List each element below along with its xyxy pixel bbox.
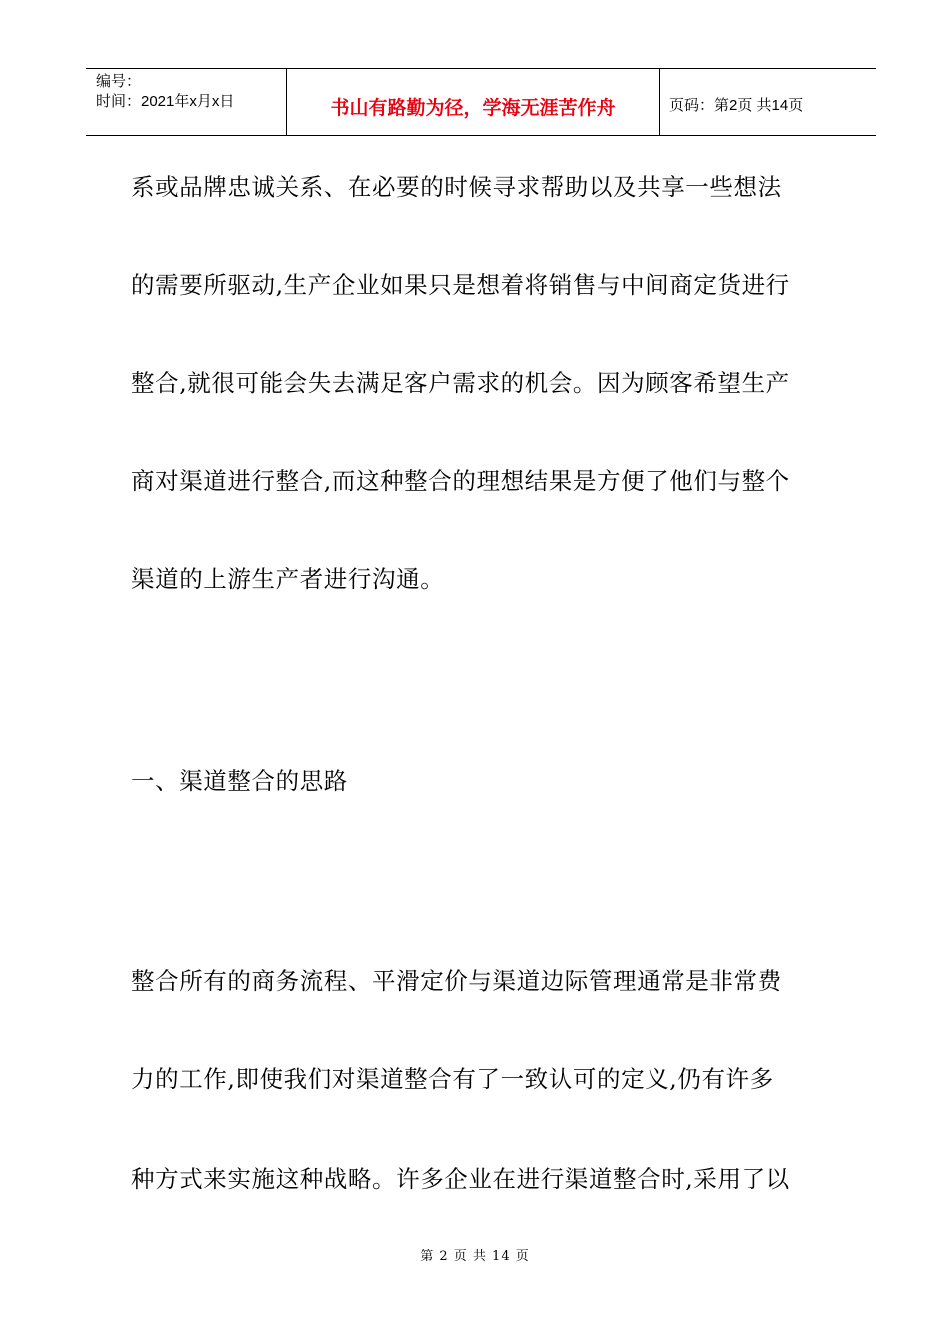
paragraph-line: 整合,就很可能会失去满足客户需求的机会。因为顾客希望生产	[131, 369, 790, 397]
header-meta-cell	[86, 69, 287, 135]
page-footer: 第 2 页 共 14 页	[420, 1249, 530, 1264]
paragraph-line: 的需要所驱动,生产企业如果只是想着将销售与中间商定货进行	[131, 271, 790, 299]
paragraph-line: 商对渠道进行整合,而这种整合的理想结果是方便了他们与整个	[131, 467, 790, 495]
paragraph-line: 系或品牌忠诚关系、在必要的时候寻求帮助以及共享一些想法	[131, 173, 782, 201]
page-info-text: 页码：第2页 共14页	[669, 96, 804, 114]
page-header	[86, 68, 876, 136]
header-page-info-cell	[660, 69, 876, 135]
document-time-label: 时间：2021年x月x日	[96, 93, 235, 110]
document-number-label: 编号：	[96, 73, 142, 90]
motto-text: 书山有路勤为径，学海无涯苦作舟	[330, 96, 616, 119]
paragraph-line: 种方式来实施这种战略。许多企业在进行渠道整合时,采用了以	[131, 1165, 790, 1193]
paragraph-line: 渠道的上游生产者进行沟通。	[131, 565, 445, 593]
paragraph-line: 力的工作,即使我们对渠道整合有了一致认可的定义,仍有许多	[131, 1065, 774, 1093]
header-motto-cell	[287, 69, 660, 135]
section-heading: 一、渠道整合的思路	[131, 767, 348, 795]
paragraph-line: 整合所有的商务流程、平滑定价与渠道边际管理通常是非常费	[131, 967, 782, 995]
